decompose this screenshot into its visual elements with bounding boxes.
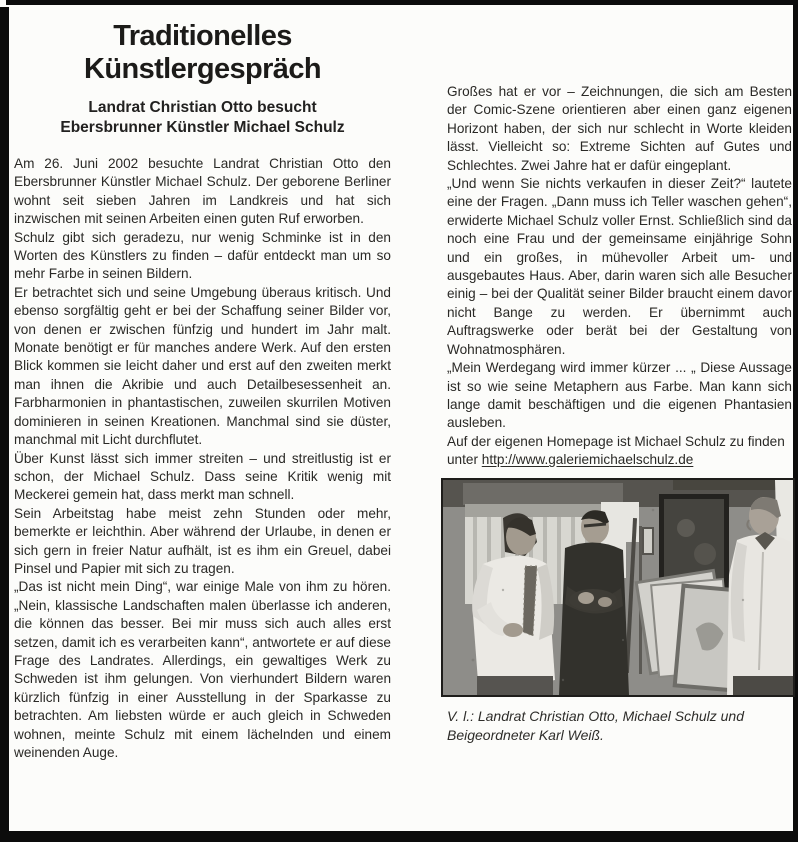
right-column [447,83,792,745]
title-line-2: Künstlergespräch [84,53,321,85]
photo-caption: V. l.: Landrat Christian Otto, Michael Schulz und Beigeordneter Karl Weiß. [447,707,744,743]
article-paragraph: Großes hat er vor – Zeichnungen, die sich am Besten der Comic-Szene orientieren aber einen ganz eigenen Horizont haben, der sich nur schlecht in Worte kleiden lässt. Vielleicht so: Extreme Sichten auf Gutes und Schlechtes. Zwei Jahre hat er dafür eingeplant. [447,84,792,173]
homepage-link[interactable]: http://www.galeriemichaelschulz.de [481,452,694,468]
scan-edge-top [6,0,798,5]
article-photo [441,478,795,697]
article-paragraph: „Das ist nicht mein Ding“, war einige Male von ihm zu hören. „Nein, klassische Landschaften malen überlasse ich anderen, die können das besser. Bei mir muss sich auch alles erst setzen, damit ich es verarbeiten kann“, antwortete er auf diese Frage des Landrates. Allerdings, ein gewaltiges Werk zu Schweden ist ihm gelungen. Von vierhundert Bildern waren kürzlich fünfzig in einer Ausstellung in der Sparkasse zu betrachten. Am liebsten würde er auch gleich in Schweden wohnen, meinte Schulz mit einem lächelnden und einem weinenden Auge. [14,579,391,760]
scan-edge-right [793,4,798,842]
photo-illustration [443,480,793,695]
homepage-prefix: Auf der eigenen Homepage ist Michael Schulz zu finden unter [447,433,785,468]
left-column [14,20,391,762]
article-paragraph: „Und wenn Sie nichts verkaufen in dieser Zeit?“ lautete eine der Fragen. „Dann muss ich Teller waschen gehen“, erwiderte Michael Schulz voller Ernst. Schließlich sind da noch eine Frau und der gemeinsame einjährige Sohn und ein großes, in mühevoller Arbeit um- und ausgebautes Haus. Aber, darin waren sich alle Besucher einig – bei der Qualität seiner Bilder braucht einem davor nicht Bange zu werden. Er übernimmt auch Auftragswerke oder berät bei der Gestaltung von Wohnatmosphären. [447,176,792,357]
article-paragraph: Am 26. Juni 2002 besuchte Landrat Christian Otto den Ebersbrunner Künstler Michael Schulz. Der geborene Berliner wohnt seit sieben Jahren im Landkreis und hat sich inzwischen mit seinen Arbeiten einen guten Ruf erworben. [14,156,391,227]
article-title [14,20,391,86]
article-subtitle [14,98,391,138]
subtitle-line-2: Ebersbrunner Künstler Michael Schulz [60,119,345,136]
homepage-paragraph [447,433,792,470]
article-paragraph: Schulz gibt sich geradezu, nur wenig Schminke ist in den Worten des Künstlers zu finden – dafür entdeckt man um so mehr Farbe in seinen Bildern. [14,229,391,282]
subtitle-line-1: Landrat Christian Otto besucht [88,99,317,116]
article-paragraph: Er betrachtet sich und seine Umgebung überaus kritisch. Und ebenso sorgfältig geht er bei der Schaffung seiner Bilder vor, von denen er zwischen fünfzig und hundert im Jahr malt. Monate benötigt er für manches andere Werk. Auf den ersten Blick kommen sie leicht daher und erst auf den zweiten merkt man ihnen die Akribie und auch Detailbesessenheit an. Farbharmonien in phantastischen, zuweilen skurrilen Motiven dominieren in seinen Kreationen. Manchmal sind sie düster, manchmal mit Licht durchflutet. [14,284,391,448]
article-paragraph: Über Kunst lässt sich immer streiten – und streitlustig ist er schon, der Michael Schulz. Dass seine Kritik wenig mit Meckerei gemein hat, dass merkt man schnell. [14,450,391,503]
left-column-text [14,155,391,762]
title-line-1: Traditionelles [113,20,292,52]
scan-edge-bottom [0,831,798,842]
scan-edge-left [0,7,9,842]
article-paragraph: Sein Arbeitstag habe meist zehn Stunden oder mehr, bemerkte er leichthin. Aber während der Urlaube, in denen er sich gern in freier Natur aufhält, ist es ihm ein Greuel, dabei Pinsel und Papier mit sich zu tragen. [14,505,391,576]
article-paragraph: „Mein Werdegang wird immer kürzer ... „ Diese Aussage ist so wie seine Metaphern aus Farbe. Man kann sich lange damit beschäftigen und die eigenen Phantasien ausleben. [447,360,792,431]
article-figure [447,478,792,745]
right-column-text [447,83,792,433]
